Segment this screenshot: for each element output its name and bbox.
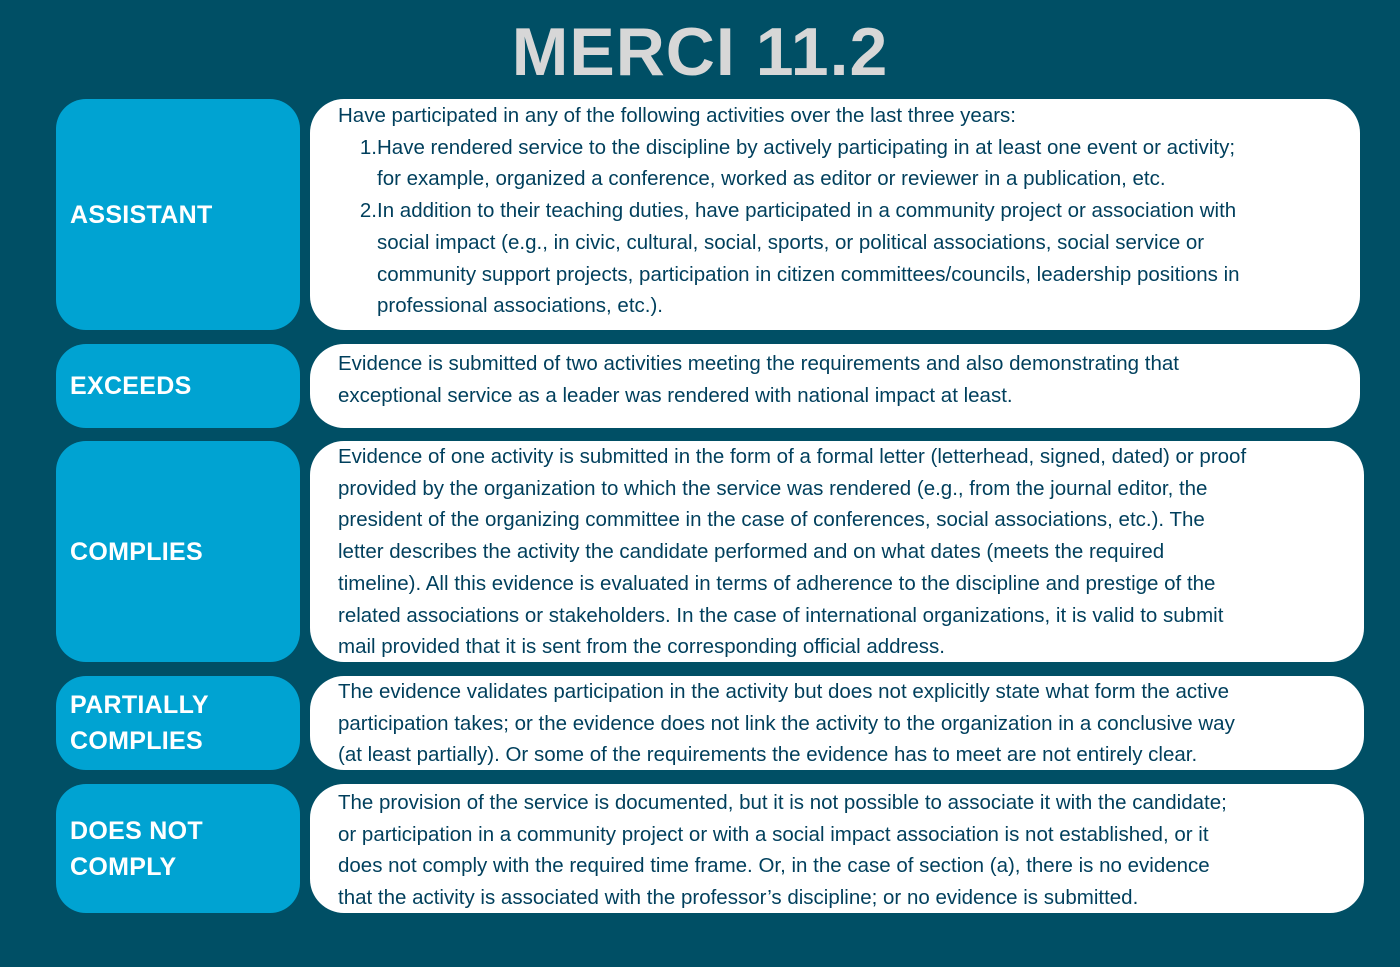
description-text [338,100,1354,322]
numbered-item [338,195,1354,322]
level-description-assistant [310,99,1360,330]
description-line: (at least partially). Or some of the requirements the evidence has to meet are not entirely clear. [338,743,1198,767]
level-description-complies [310,441,1364,662]
description-line: president of the organizing committee in the case of conferences, social associations, etc.). The [338,508,1205,532]
description-line: community support projects, participation in citizen committees/councils, leadership positions in [377,262,1240,286]
level-label-text [70,368,192,404]
page-title: MERCI 11.2 [511,14,889,90]
level-description-does-not-comply [310,784,1364,913]
description-line: social impact (e.g., in civic, cultural, social, sports, or political associations, social service or [377,230,1205,254]
description-line: The evidence validates participation in the activity but does not explicitly state what form the active [338,680,1230,703]
description-line: Evidence of one activity is submitted in the form of a formal letter (letterhead, signed, dated) or proof [338,445,1247,468]
description-line: Evidence is submitted of two activities meeting the requirements and also demonstrating that [338,352,1179,375]
item-body [377,195,1354,322]
description-line: In addition to their teaching duties, have participated in a community project or association with [377,199,1237,223]
description-line: mail provided that it is sent from the corresponding official address. [338,635,945,659]
description-line: provided by the organization to which the service was rendered (e.g., from the journal editor, the [338,476,1208,500]
item-number: 1. [359,135,377,159]
level-label-text [70,687,209,759]
description-line: Have rendered service to the discipline by actively participating in at least one event or activity; [377,135,1236,159]
level-label-complies [56,441,300,662]
numbered-item [338,132,1354,195]
description-line: does not comply with the required time frame. Or, in the case of section (a), there is no evidence [338,854,1210,878]
level-label-exceeds [56,344,300,428]
description-line: that the activity is associated with the professor’s discipline; or no evidence is submitted. [338,886,1139,910]
level-description-exceeds [310,344,1360,428]
description-text [338,441,1358,662]
level-description-partially-complies [310,676,1364,770]
description-text [338,787,1358,913]
description-line: participation takes; or the evidence does not link the activity to the organization in a conclusive way [338,711,1235,735]
description-line: for example, organized a conference, worked as editor or reviewer in a publication, etc. [377,167,1166,191]
level-label-line: COMPLY [70,852,177,881]
description-line: related associations or stakeholders. In the case of international organizations, it is valid to submit [338,603,1224,627]
level-label-does-not-comply [56,784,300,913]
level-label-text [70,813,203,885]
description-intro: Have participated in any of the following activities over the last three years: [338,104,1016,127]
level-label-text [70,534,203,570]
description-line: letter describes the activity the candidate performed and on what dates (meets the required [338,540,1165,564]
description-text [338,348,1354,411]
item-number: 2. [359,199,377,223]
level-label-line: COMPLIES [70,727,203,755]
description-line: exceptional service as a leader was rendered with national impact at least. [338,383,1013,407]
description-text [338,676,1358,770]
level-label-line: EXCEEDS [70,372,192,400]
description-line: timeline). All this evidence is evaluated in terms of adherence to the discipline and prestige of the [338,571,1216,595]
description-line: professional associations, etc.). [377,294,663,318]
description-line: or participation in a community project or with a social impact association is not established, or it [338,822,1209,846]
level-label-partially-complies [56,676,300,770]
level-label-text [70,197,213,233]
level-label-line: PARTIALLY [70,691,209,719]
level-label-assistant [56,99,300,330]
description-line: The provision of the service is documented, but it is not possible to associate it with the candidate; [338,791,1227,814]
level-label-line: DOES NOT [70,816,203,845]
item-body [377,132,1354,195]
level-label-line: ASSISTANT [70,200,213,229]
level-label-line: COMPLIES [70,537,203,566]
